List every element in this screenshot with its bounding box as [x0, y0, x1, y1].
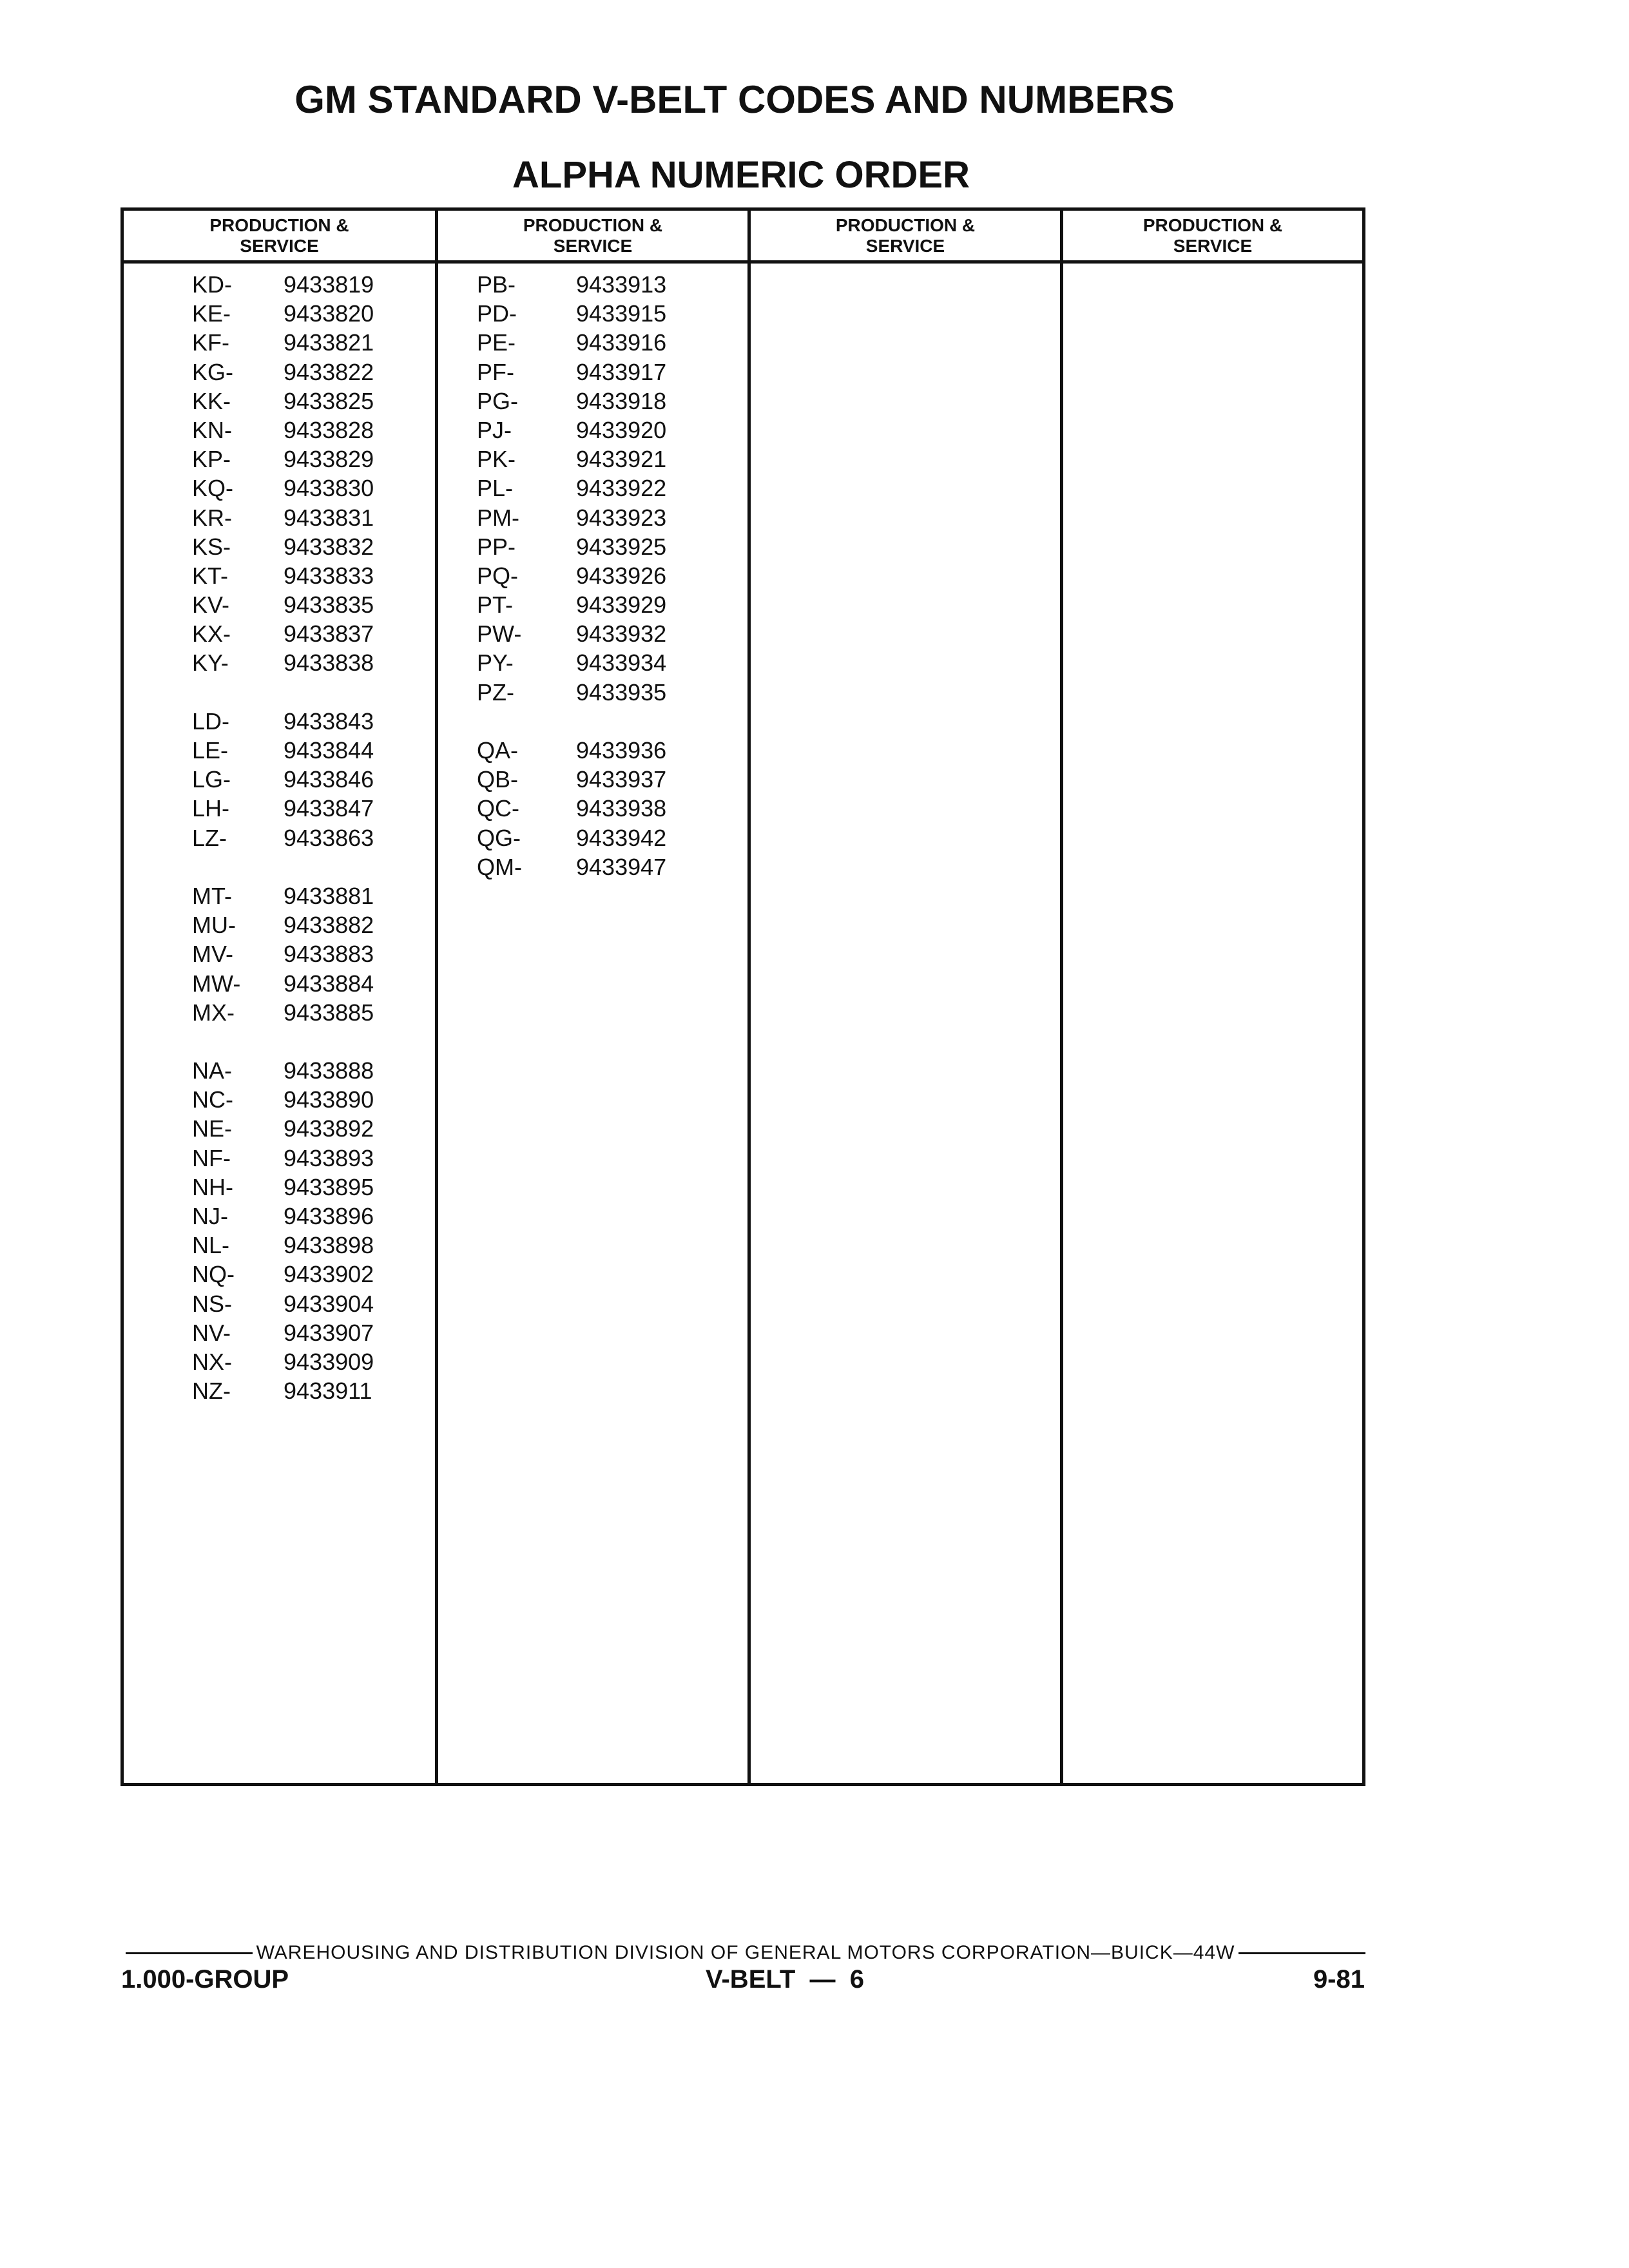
part-number: 9433921 [576, 446, 667, 473]
part-number: 9433822 [284, 358, 374, 385]
table-row [124, 387, 435, 416]
part-number: 9433923 [576, 504, 667, 531]
part-number: 9433918 [576, 387, 667, 414]
belt-code: QA- [477, 737, 519, 764]
column-header-line2: SERVICE [865, 235, 945, 256]
belt-code: NJ- [192, 1203, 228, 1229]
table-row [438, 678, 747, 707]
belt-code: KK- [192, 387, 231, 414]
column-2-rows [438, 270, 747, 881]
belt-code: NS- [192, 1290, 232, 1317]
part-number: 9433837 [284, 620, 374, 648]
row-spacer [124, 1027, 435, 1056]
table-row [124, 270, 435, 299]
belt-code: LD- [192, 707, 230, 735]
belt-code: MU- [192, 912, 236, 939]
column-header [438, 211, 747, 264]
table-row [438, 358, 747, 387]
part-number: 9433844 [284, 737, 374, 764]
part-number: 9433835 [284, 591, 374, 619]
part-number: 9433884 [284, 970, 374, 997]
footer-division: WAREHOUSING AND DISTRIBUTION DIVISION OF GENERAL MOTORS CORPORATION—BUICK—44W [256, 1942, 1235, 1963]
table-row [124, 1056, 435, 1085]
table-row [124, 299, 435, 328]
part-number: 9433825 [284, 387, 374, 414]
part-number: 9433925 [576, 533, 667, 560]
table-row [124, 794, 435, 823]
belt-code: NA- [192, 1057, 232, 1084]
table-row [124, 416, 435, 445]
belt-code: NQ- [192, 1261, 235, 1288]
table-row [438, 823, 747, 852]
part-number: 9433902 [284, 1261, 374, 1288]
table-row [438, 503, 747, 532]
belt-code: KN- [192, 416, 232, 443]
part-number: 9433838 [284, 649, 374, 677]
belt-code: QG- [477, 824, 521, 851]
belt-code: PK- [477, 446, 516, 473]
belt-code: PT- [477, 591, 514, 619]
table-column-4 [1060, 211, 1362, 1783]
table-row [124, 1318, 435, 1347]
part-number: 9433893 [284, 1144, 374, 1171]
table-row [438, 328, 747, 357]
belt-code: KG- [192, 358, 234, 385]
belt-code: PJ- [477, 416, 512, 443]
table-row [124, 939, 435, 968]
part-number: 9433911 [284, 1378, 372, 1405]
belt-code: NE- [192, 1115, 232, 1142]
part-number: 9433934 [576, 649, 667, 677]
table-row [124, 619, 435, 648]
belt-code: KY- [192, 649, 229, 677]
table-row [438, 619, 747, 648]
table-row [124, 1085, 435, 1114]
belt-code: KQ- [192, 475, 234, 502]
table-row [124, 1347, 435, 1376]
part-number: 9433909 [284, 1348, 374, 1375]
footer-rule-right [1239, 1952, 1365, 1954]
table-row [438, 532, 747, 561]
page-title: GM STANDARD V-BELT CODES AND NUMBERS [294, 78, 1175, 121]
footer-page-number: 9-81 [1313, 1965, 1365, 1994]
part-number: 9433863 [284, 824, 374, 851]
table-row [438, 474, 747, 503]
part-number: 9433821 [284, 329, 374, 356]
belt-code: KS- [192, 533, 231, 560]
part-number: 9433915 [576, 300, 667, 327]
part-number: 9433883 [284, 941, 374, 968]
part-number: 9433828 [284, 416, 374, 443]
belt-code: KP- [192, 446, 231, 473]
belt-code: PF- [477, 358, 514, 385]
part-number: 9433907 [284, 1319, 374, 1346]
part-number: 9433820 [284, 300, 374, 327]
table-row [124, 1289, 435, 1318]
column-header-line1: PRODUCTION & [209, 215, 349, 235]
belt-code: NX- [192, 1348, 232, 1375]
part-number: 9433922 [576, 475, 667, 502]
belt-code: NF- [192, 1144, 231, 1171]
table-row [124, 1231, 435, 1260]
belt-code: PB- [477, 271, 516, 298]
part-number: 9433885 [284, 999, 374, 1026]
belt-code: PM- [477, 504, 519, 531]
part-number: 9433926 [576, 562, 667, 589]
column-header-line1: PRODUCTION & [1142, 215, 1283, 235]
table-row [438, 299, 747, 328]
part-number: 9433942 [576, 824, 667, 851]
belt-code: LG- [192, 766, 231, 793]
part-number: 9433881 [284, 882, 374, 909]
part-number: 9433913 [576, 271, 667, 298]
table-column-1 [124, 211, 435, 1783]
column-header-line1: PRODUCTION & [835, 215, 976, 235]
belt-code: KR- [192, 504, 232, 531]
part-number: 9433932 [576, 620, 667, 648]
table-row [124, 823, 435, 852]
table-row [124, 1260, 435, 1289]
table-row [438, 387, 747, 416]
belt-code: PQ- [477, 562, 519, 589]
part-number: 9433904 [284, 1290, 374, 1317]
column-header-line2: SERVICE [553, 235, 633, 256]
column-header [1063, 211, 1362, 264]
part-number: 9433916 [576, 329, 667, 356]
footer-section: V-BELT — 6 [706, 1965, 864, 1994]
part-number: 9433847 [284, 795, 374, 822]
belt-code: LZ- [192, 824, 227, 851]
table-row [124, 561, 435, 590]
row-spacer [124, 678, 435, 707]
table-row [124, 998, 435, 1027]
belt-code: NH- [192, 1173, 233, 1200]
belt-code: PY- [477, 649, 514, 677]
belt-code: KD- [192, 271, 232, 298]
part-number: 9433892 [284, 1115, 374, 1142]
footer-division-line [126, 1942, 1365, 1964]
part-number: 9433830 [284, 475, 374, 502]
table-row [124, 736, 435, 765]
column-header [751, 211, 1060, 264]
belt-code: PD- [477, 300, 517, 327]
table-row [124, 1376, 435, 1405]
table-row [438, 794, 747, 823]
table-row [438, 445, 747, 474]
part-number: 9433947 [576, 853, 667, 880]
belt-code: PG- [477, 387, 519, 414]
belt-code-table [120, 207, 1365, 1786]
belt-code: MW- [192, 970, 241, 997]
part-number: 9433917 [576, 358, 667, 385]
table-row [124, 532, 435, 561]
belt-code: NL- [192, 1232, 230, 1259]
table-row [124, 765, 435, 794]
part-number: 9433896 [284, 1203, 374, 1229]
table-row [438, 852, 747, 881]
footer-group: 1.000-GROUP [121, 1965, 289, 1994]
part-number: 9433920 [576, 416, 667, 443]
belt-code: NZ- [192, 1378, 231, 1405]
part-number: 9433890 [284, 1086, 374, 1113]
part-number: 9433937 [576, 766, 667, 793]
belt-code: NV- [192, 1319, 231, 1346]
belt-code: PZ- [477, 678, 514, 706]
belt-code: KT- [192, 562, 229, 589]
part-number: 9433882 [284, 912, 374, 939]
column-header-line1: PRODUCTION & [523, 215, 663, 235]
table-row [438, 765, 747, 794]
table-row [124, 648, 435, 677]
belt-code: QM- [477, 853, 522, 880]
table-row [124, 910, 435, 939]
belt-code: QB- [477, 766, 519, 793]
belt-code: LH- [192, 795, 230, 822]
belt-code: MX- [192, 999, 235, 1026]
part-number: 9433832 [284, 533, 374, 560]
belt-code: MV- [192, 941, 234, 968]
belt-code: LE- [192, 737, 229, 764]
part-number: 9433936 [576, 737, 667, 764]
table-row [124, 1144, 435, 1173]
table-row [124, 1173, 435, 1202]
column-header [124, 211, 435, 264]
part-number: 9433898 [284, 1232, 374, 1259]
table-row [438, 416, 747, 445]
part-number: 9433929 [576, 591, 667, 619]
table-row [124, 881, 435, 910]
part-number: 9433846 [284, 766, 374, 793]
belt-code: PE- [477, 329, 516, 356]
column-1-rows [124, 270, 435, 1405]
part-number: 9433935 [576, 678, 667, 706]
table-row [438, 561, 747, 590]
part-number: 9433833 [284, 562, 374, 589]
belt-code: KV- [192, 591, 230, 619]
table-row [124, 1114, 435, 1143]
part-number: 9433888 [284, 1057, 374, 1084]
column-header-line2: SERVICE [1173, 235, 1253, 256]
table-row [438, 648, 747, 677]
table-row [124, 328, 435, 357]
column-header-line2: SERVICE [240, 235, 319, 256]
belt-code: PW- [477, 620, 522, 648]
belt-code: MT- [192, 882, 232, 909]
belt-code: PL- [477, 475, 514, 502]
belt-code: NC- [192, 1086, 233, 1113]
belt-code: QC- [477, 795, 519, 822]
table-row [124, 707, 435, 736]
row-spacer [438, 707, 747, 736]
part-number: 9433843 [284, 707, 374, 735]
part-number: 9433895 [284, 1173, 374, 1200]
table-row [438, 270, 747, 299]
row-spacer [124, 852, 435, 881]
part-number: 9433829 [284, 446, 374, 473]
belt-code: KF- [192, 329, 229, 356]
table-row [124, 445, 435, 474]
table-row [124, 1202, 435, 1231]
part-number: 9433938 [576, 795, 667, 822]
belt-code: KX- [192, 620, 231, 648]
table-row [124, 503, 435, 532]
table-row [438, 590, 747, 619]
table-column-2 [435, 211, 747, 1783]
belt-code: KE- [192, 300, 231, 327]
table-row [438, 736, 747, 765]
part-number: 9433831 [284, 504, 374, 531]
table-row [124, 590, 435, 619]
page-subtitle: ALPHA NUMERIC ORDER [512, 154, 970, 196]
footer-rule-left [126, 1952, 253, 1954]
part-number: 9433819 [284, 271, 374, 298]
table-row [124, 969, 435, 998]
belt-code: PP- [477, 533, 516, 560]
table-column-3 [747, 211, 1060, 1783]
table-row [124, 474, 435, 503]
table-row [124, 358, 435, 387]
